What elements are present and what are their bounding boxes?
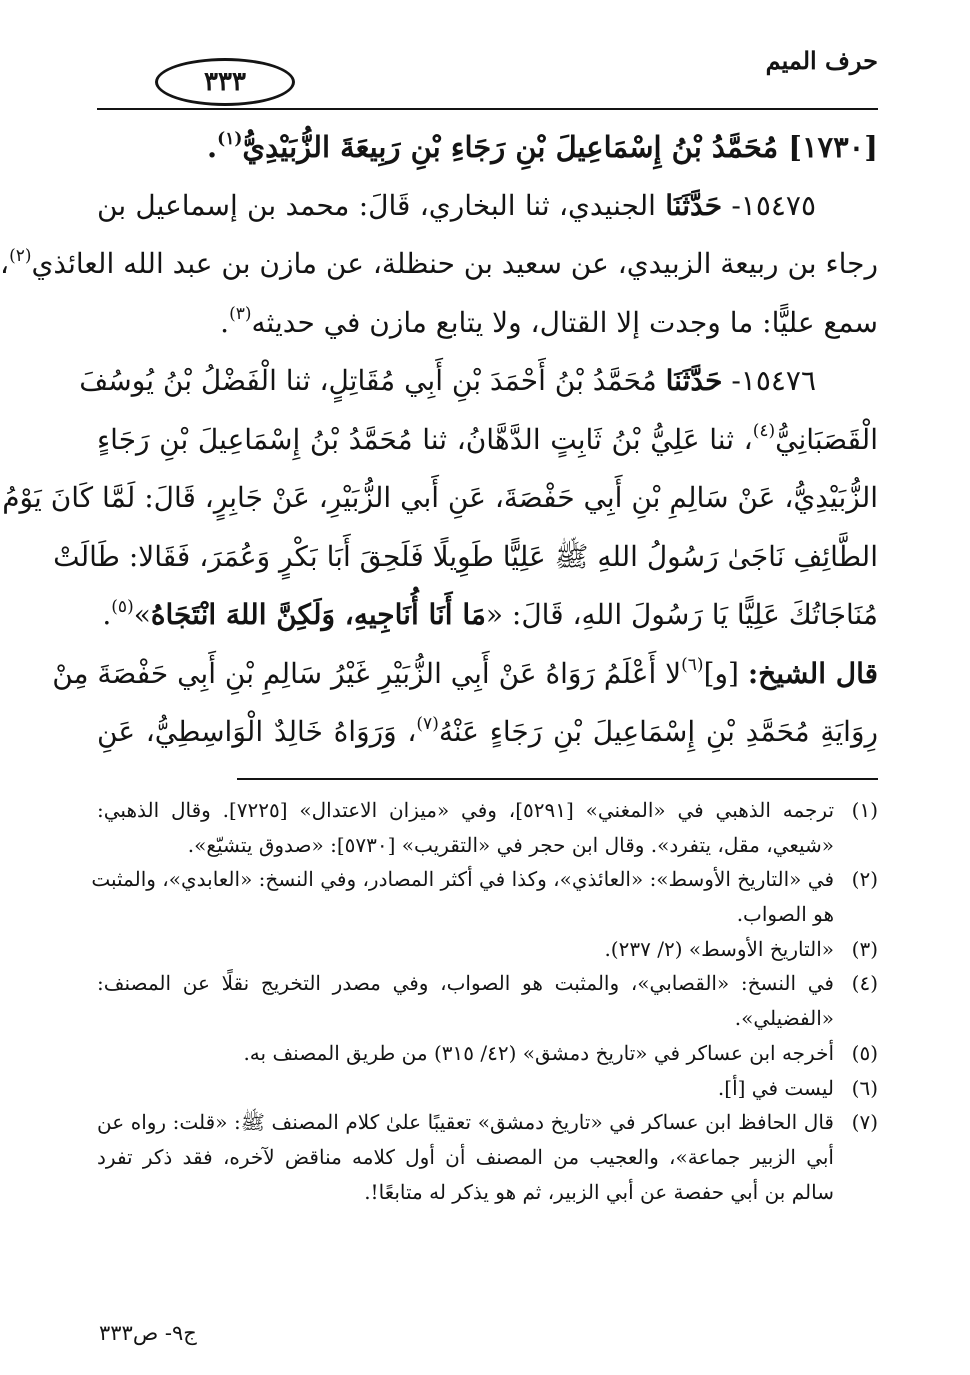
- commentary-text: رِوَايَةِ مُحَمَّدِ بْنِ إِسْمَاعِيلَ بْنِ رَجَاءٍ عَنْهُ: [438, 715, 878, 748]
- commentary-text: [و]: [703, 656, 739, 690]
- footnote-text: في النسخ: «القصابي»، والمثبت هو الصواب، وفي مصدر التخريج نقلًا عن المصنف:: [97, 971, 834, 996]
- footnote-number: (٤): [851, 971, 878, 996]
- hadith-number: ١٥٤٧٥-: [731, 188, 816, 222]
- footnote-separator: [237, 778, 878, 780]
- footnote-text: أخرجه ابن عساكر في «تاريخ دمشق» (٤٢/ ٣١٥) من طريق المصنف به.: [243, 1040, 834, 1065]
- footnote-number: (٣): [851, 936, 878, 961]
- sheikh-label: قال الشيخ:: [747, 656, 878, 690]
- punctuation: .: [102, 598, 112, 631]
- volume-page-reference: ج٩- ص٣٣٣: [99, 1321, 197, 1345]
- footnotes: [91, 793, 879, 1209]
- hadith-number: ١٥٤٧٦-: [731, 364, 816, 397]
- footnote-number: (٥): [851, 1040, 878, 1065]
- footnote-line: [91, 862, 878, 897]
- footnote-ref: (٣): [229, 304, 252, 325]
- footnote-ref: (٤): [752, 421, 776, 442]
- footnote-number: (١): [851, 798, 879, 822]
- footnote-line: [97, 1001, 878, 1036]
- footnote-text: «شيعي، مقل، يتفرد». وقال ابن حجر في «التقريب» [٥٧٣٠]: «صدوق يتشيّع».: [187, 832, 834, 857]
- hadith-text: الزُّبَيْدِيُّ، عَنْ سَالِمِ بْنِ أَبِي حَفْصَةَ، عَنِ أَبي الزُّبَيْرِ، عَنْ جَابِرٍ، قَالَ: لَمَّا كَانَ يَوْمُ: [2, 481, 878, 514]
- page-number-badge: ٣٣٣: [155, 58, 295, 106]
- hadith-text: الطَّائِفِ نَاجَىٰ رَسُولُ اللهِ ﷺ عَلِيًّا طَوِيلًا فَلَحِقَ أَبَا بَكْرٍ وَعُمَرَ، فَقَالا: طَالَتْ: [53, 539, 878, 573]
- hadith-text: ، ثنا عَلِيُّ بْنُ ثَابِتٍ الدَّهَّانُ، ثنا مُحَمَّدُ بْنُ إِسْمَاعِيلَ بْنِ رَجَاءٍ: [97, 422, 753, 456]
- hadith-text: سمع عليًّا: ما وجدت إلا القتال، ولا يتابع مازن في حديثه: [251, 305, 878, 339]
- footnote-line: [97, 1105, 878, 1140]
- footnote-text: «الفضيلي».: [734, 1006, 834, 1031]
- footnote-text: سالم بن أبي حفصة عن أبي الزبير، ثم هو يذكر له متابعًا!.: [364, 1179, 834, 1204]
- punctuation: ،: [0, 247, 10, 280]
- main-text: [0, 118, 878, 762]
- chapter-title: حرف الميم: [765, 46, 878, 75]
- hadith-text: رجاء بن ربيعة الزبيدي، عن سعيد بن حنظلة، عن مازن بن عبد الله العائذي: [31, 247, 878, 280]
- hadith-line: [97, 411, 878, 470]
- hadith-line: [97, 177, 878, 236]
- entry-heading: [97, 118, 878, 177]
- footnote-text: في «التاريخ الأوسط»: «العائذي»، وكذا في أكثر المصادر، وفي النسخ: «العابدي»، والمثبت: [91, 867, 834, 892]
- hadith-text: الجنيدي، ثنا البخاري، قَالَ: محمد بن إسماعيل بن: [97, 188, 656, 222]
- footnote-line: [97, 828, 878, 863]
- hadith-text: الْقَصَبَانِيُّ: [775, 422, 878, 456]
- footnote-line: [97, 1071, 878, 1106]
- footnote-line: [97, 793, 878, 828]
- commentary-text: لا أَعْلَمُ رَوَاهُ عَنْ أَبِي الزُّبَيْرِ غَيْرُ سَالِمِ بْنِ أَبِي حَفْصَةَ مِنْ: [52, 656, 682, 690]
- punctuation: .: [207, 130, 218, 164]
- commentary-text: ، وَرَوَاهُ خَالِدٌ الْوَاسِطِيُّ، عَنِ: [97, 715, 417, 748]
- punctuation: .: [220, 305, 230, 339]
- footnote-ref: (٧): [416, 713, 439, 734]
- footnote-text: قال الحافظ ابن عساكر في «تاريخ دمشق» تعقيبًا علىٰ كلام المصنف ﷺ: «قلت: رواه عن: [97, 1110, 834, 1135]
- footnote-line: [97, 1175, 878, 1210]
- hadith-line: [53, 528, 878, 587]
- footnote-ref: (٢): [9, 245, 32, 266]
- hadith-line: [79, 352, 878, 411]
- hadith-line: [2, 469, 878, 528]
- narration-word: حَدَّثَنَا: [665, 188, 722, 222]
- hadith-text: »: [133, 598, 151, 631]
- hadith-line: [0, 235, 878, 294]
- footnote-text: ترجمه الذهبي في «المغني» [٥٢٩١]، وفي «ميزان الاعتدال» [٧٢٢٥]. وقال الذهبي:: [97, 798, 835, 822]
- footnote-line: [97, 1036, 878, 1071]
- page-header: [97, 36, 878, 116]
- hadith-text: مُحَمَّدُ بْنُ أَحْمَدَ بْنِ أَبِي مُقَاتِلٍ، ثنا الْفَضْلُ بْنُ يُوسُفَ: [79, 364, 657, 397]
- footnote-ref: (٥): [111, 596, 134, 617]
- footnote-text: «التاريخ الأوسط» (٢/ ٢٣٧).: [604, 936, 834, 961]
- footnote-line: [97, 932, 878, 967]
- footnote-number: (٧): [851, 1110, 878, 1135]
- footnote-text: هو الصواب.: [736, 902, 834, 927]
- header-rule: [97, 108, 878, 110]
- entry-heading-text: [١٧٣٠] مُحَمَّدُ بْنُ إِسْمَاعِيلَ بْنِ رَجَاءِ بْنِ رَبِيعَةَ الزُّبَيْدِيُّ: [242, 130, 878, 164]
- prophetic-saying: مَا أَنَا أُنَاجِيهِ، وَلَكِنَّ اللهَ انْتَجَاهُ: [150, 598, 486, 631]
- footnote-text: أبي الزبير جماعة»، والعجيب من المصنف أن أول كلامه مناقض لآخره، فقد ذكر تفرد: [97, 1144, 834, 1169]
- footnote-text: ليست في [أ].: [717, 1075, 834, 1100]
- footnote-line: [97, 966, 878, 1001]
- footnote-line: [97, 1140, 878, 1175]
- footnote-number: (٢): [851, 867, 878, 892]
- footnote-ref: (٦): [681, 655, 704, 676]
- hadith-line: [97, 586, 878, 645]
- footnote-ref: (١): [217, 129, 243, 150]
- footnote-number: (٦): [851, 1075, 878, 1100]
- commentary-line: [97, 703, 878, 762]
- hadith-text: مُنَاجَاتُكَ عَلِيًّا يَا رَسُولَ اللهِ، قَالَ: «: [485, 598, 878, 631]
- hadith-line: [97, 294, 878, 353]
- footnote-line: [97, 897, 878, 932]
- commentary-line: [52, 645, 878, 704]
- narration-word: حَدَّثَنَا: [665, 364, 723, 397]
